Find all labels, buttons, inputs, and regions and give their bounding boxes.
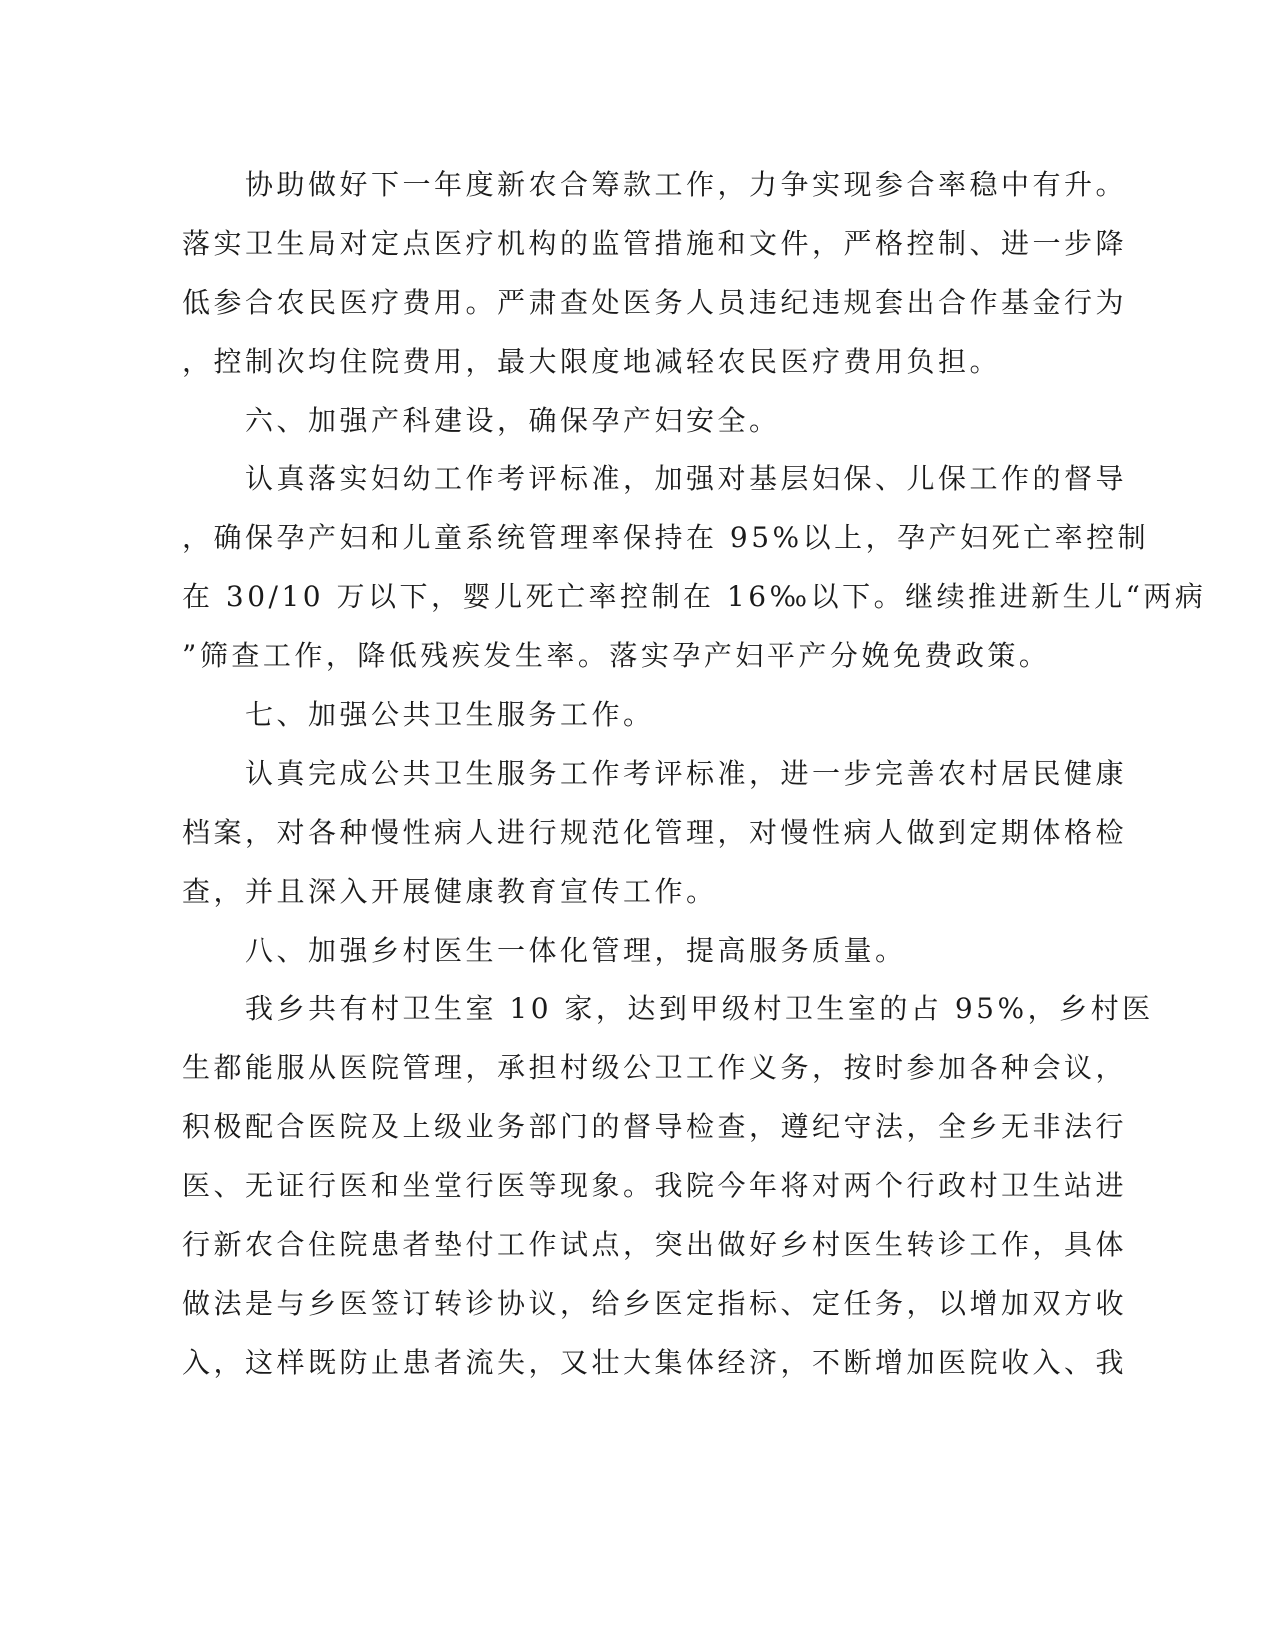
text-line: 做法是与乡医签订转诊协议，给乡医定指标、定任务，以增加双方收 <box>182 1286 1128 1320</box>
text-line: ，确保孕产妇和儿童系统管理率保持在 95%以上，孕产妇死亡率控制 <box>182 521 1150 555</box>
text-line: 生都能服从医院管理，承担村级公卫工作义务，按时参加各种会议， <box>182 1051 1128 1085</box>
text-line: ，控制次均住院费用，最大限度地减轻农民医疗费用负担。 <box>182 344 1002 378</box>
text-line: 积极配合医院及上级业务部门的督导检查，遵纪守法，全乡无非法行 <box>182 1110 1128 1144</box>
section-heading-6: 六、加强产科建设，确保孕产妇安全。 <box>182 403 781 437</box>
section-heading-7: 七、加强公共卫生服务工作。 <box>182 698 655 732</box>
section-heading-8: 八、加强乡村医生一体化管理，提高服务质量。 <box>182 933 907 967</box>
text-line: 查，并且深入开展健康教育宣传工作。 <box>182 874 718 908</box>
text-line: 认真落实妇幼工作考评标准，加强对基层妇保、儿保工作的督导 <box>182 462 1128 496</box>
text-line: 协助做好下一年度新农合筹款工作，力争实现参合率稳中有升。 <box>182 168 1128 201</box>
text-line: 档案，对各种慢性病人进行规范化管理，对慢性病人做到定期体格检 <box>182 815 1128 849</box>
text-line: 在 30/10 万以下，婴儿死亡率控制在 16‰以下。继续推进新生儿“两病 <box>182 580 1207 614</box>
text-line: 低参合农民医疗费用。严肃查处医务人员违纪违规套出合作基金行为 <box>182 285 1128 319</box>
text-line: ”筛查工作，降低残疾发生率。落实孕产妇平产分娩免费政策。 <box>182 639 1051 673</box>
text-line: 我乡共有村卫生室 10 家，达到甲级村卫生室的占 95%，乡村医 <box>182 992 1154 1026</box>
text-line: 认真完成公共卫生服务工作考评标准，进一步完善农村居民健康 <box>182 756 1128 790</box>
text-line: 落实卫生局对定点医疗机构的监管措施和文件，严格控制、进一步降 <box>182 226 1128 260</box>
text-line: 入，这样既防止患者流失，又壮大集体经济，不断增加医院收入、我 <box>182 1345 1128 1379</box>
document-body <box>182 156 1207 1393</box>
text-line: 医、无证行医和坐堂行医等现象。我院今年将对两个行政村卫生站进 <box>182 1169 1128 1203</box>
text-line: 行新农合住院患者垫付工作试点，突出做好乡村医生转诊工作，具体 <box>182 1228 1128 1262</box>
